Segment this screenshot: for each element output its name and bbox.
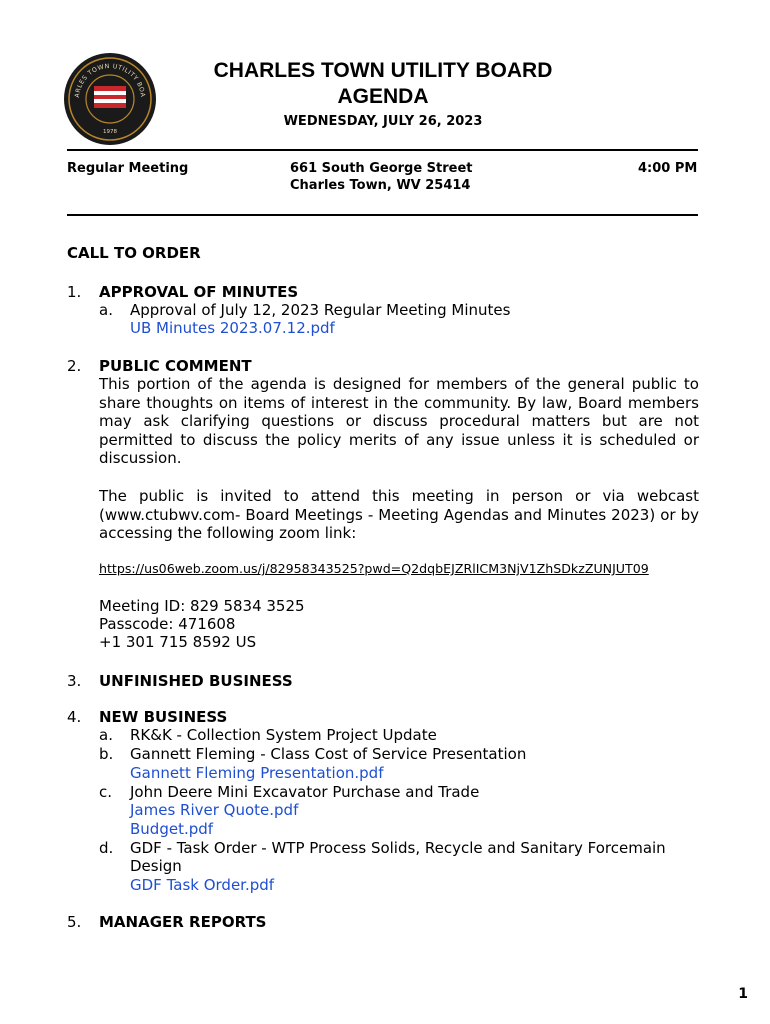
header-divider-bottom: [67, 214, 698, 216]
item-2-title: PUBLIC COMMENT: [99, 357, 252, 375]
call-to-order-heading: CALL TO ORDER: [67, 244, 201, 262]
page-title-line2: AGENDA: [337, 85, 429, 108]
public-comment-paragraph: This portion of the agenda is designed for members of the general public to share thoughts on items of interest in the community. By law, Board members may ask clarifying questions or discuss procedural matters but are not permitted to discuss the policy merits of any issue unless it is scheduled or discussion.: [99, 375, 699, 468]
item-4b-letter: b.: [99, 745, 114, 763]
budget-pdf-link[interactable]: Budget.pdf: [130, 820, 214, 838]
item-5-number: 5.: [67, 913, 82, 931]
item-4a-letter: a.: [99, 726, 113, 744]
item-5-title: MANAGER REPORTS: [99, 913, 267, 931]
item-4d-letter: d.: [99, 839, 114, 857]
svg-text:★: ★: [98, 90, 103, 97]
meeting-time: 4:00 PM: [638, 161, 698, 176]
item-3-number: 3.: [67, 672, 82, 690]
item-4b-text: Gannett Fleming - Class Cost of Service Presentation: [130, 745, 527, 763]
james-river-quote-link[interactable]: James River Quote.pdf: [130, 801, 299, 819]
item-1-number: 1.: [67, 283, 82, 301]
address-line2: Charles Town, WV 25414: [290, 178, 471, 193]
webcast-paragraph: The public is invited to attend this meeting in person or via webcast (www.ctubwv.com- Board Meetings - Meeting Agendas and Minutes 2023) or by accessing the following zoom link:: [99, 487, 699, 543]
header-divider-top: [67, 149, 698, 151]
item-4d-text-line1: GDF - Task Order - WTP Process Solids, Recycle and Sanitary Forcemain: [130, 839, 666, 857]
meeting-date: WEDNESDAY, JULY 26, 2023: [283, 114, 483, 129]
item-4d-text-line2: Design: [130, 857, 182, 875]
item-4-title: NEW BUSINESS: [99, 708, 228, 726]
gannett-presentation-link[interactable]: Gannett Fleming Presentation.pdf: [130, 764, 384, 782]
item-4-number: 4.: [67, 708, 82, 726]
zoom-phone: +1 301 715 8592 US: [99, 633, 257, 651]
item-1-title: APPROVAL OF MINUTES: [99, 283, 299, 301]
address-line1: 661 South George Street: [290, 161, 473, 176]
zoom-meeting-id: Meeting ID: 829 5834 3525: [99, 597, 305, 615]
item-2-number: 2.: [67, 357, 82, 375]
svg-text:CHARLES TOWN UTILITY BOARD: ARLES TOWN UTILITY BOA: [73, 62, 147, 99]
item-1a-text: Approval of July 12, 2023 Regular Meeting Minutes: [130, 301, 511, 319]
item-4a-text: RK&K - Collection System Project Update: [130, 726, 437, 744]
item-4c-letter: c.: [99, 783, 113, 801]
zoom-passcode: Passcode: 471608: [99, 615, 236, 633]
item-3-title: UNFINISHED BUSINESS: [99, 672, 293, 690]
gdf-task-order-link[interactable]: GDF Task Order.pdf: [130, 876, 275, 894]
svg-text:★: ★: [116, 90, 121, 97]
svg-text:★: ★: [107, 90, 112, 97]
page-number: 1: [738, 986, 748, 1002]
meeting-type: Regular Meeting: [67, 161, 189, 176]
item-4c-text: John Deere Mini Excavator Purchase and Trade: [130, 783, 480, 801]
minutes-pdf-link[interactable]: UB Minutes 2023.07.12.pdf: [130, 319, 335, 337]
page-title-line1: CHARLES TOWN UTILITY BOARD: [213, 59, 553, 82]
zoom-link[interactable]: https://us06web.zoom.us/j/82958343525?pwd=Q2dqbEJZRlICM3NjV1ZhSDkzZUNJUT09: [99, 561, 649, 576]
seal-year: 1978: [103, 129, 117, 135]
item-1a-letter: a.: [99, 301, 113, 319]
